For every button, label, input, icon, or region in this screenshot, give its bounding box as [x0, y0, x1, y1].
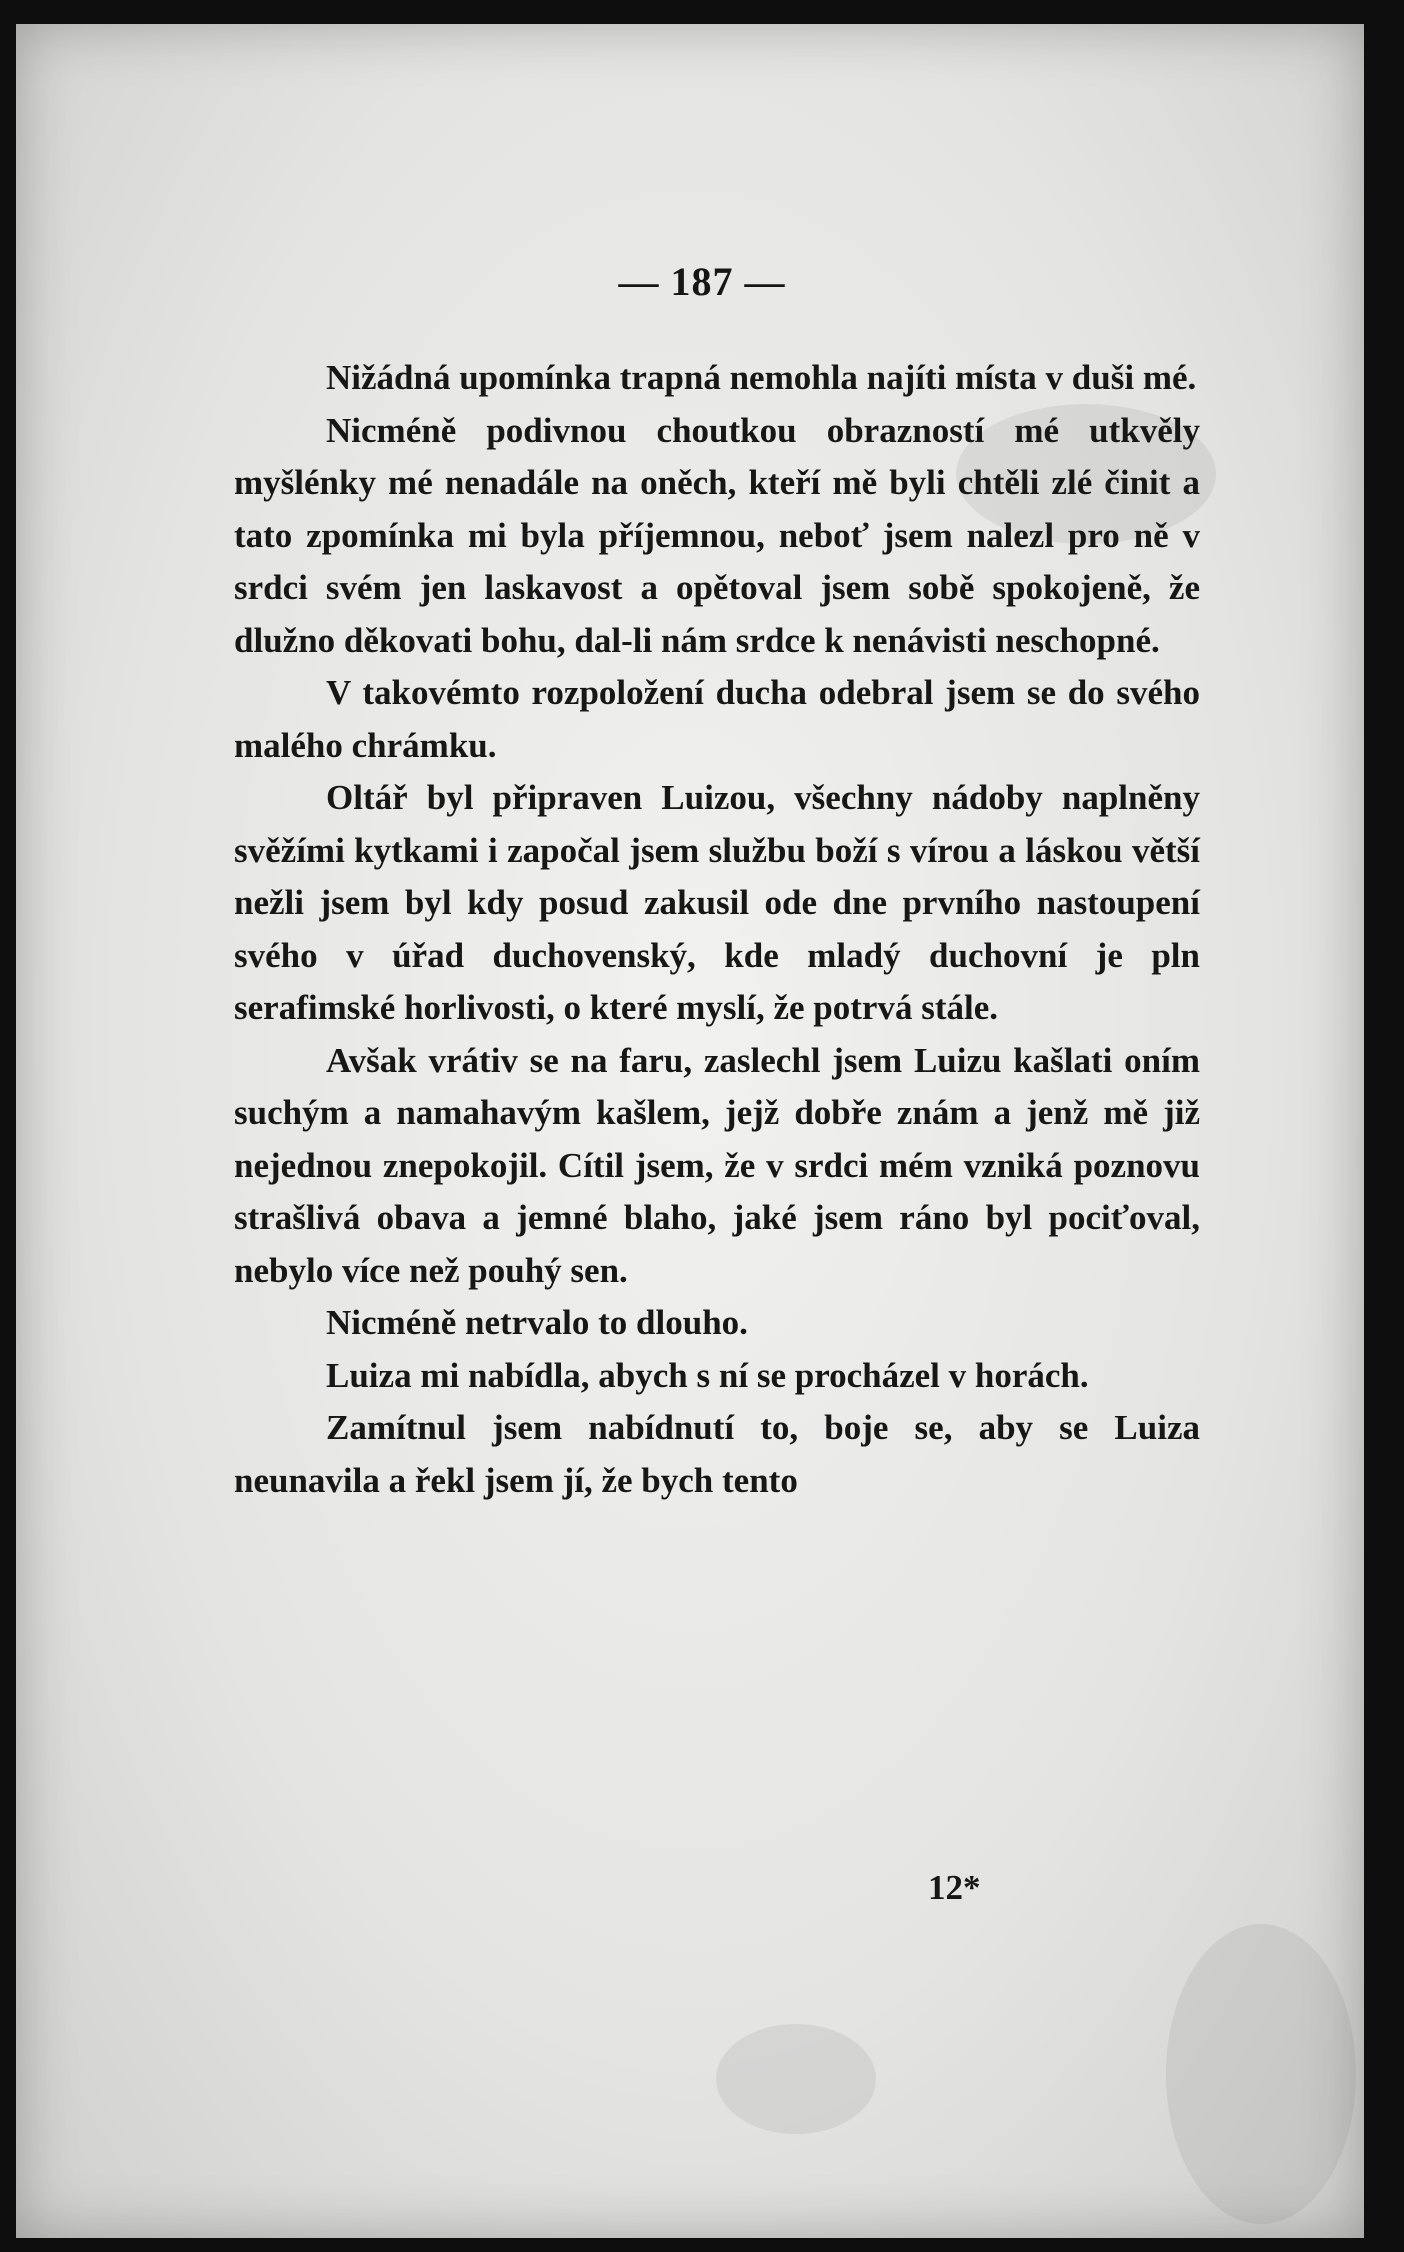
paper-stain	[1166, 1924, 1356, 2224]
paragraph: Nicméně netrvalo to dlouho.	[326, 1303, 748, 1342]
paper-stain	[716, 2024, 876, 2134]
paragraph: Oltář byl připraven Luizou, všechny nádoby naplněny svěžími kytkami i započal jsem službu boží s vírou a láskou větší nežli jsem byl kdy posud zakusil ode dne prvního nastoupení svého v úřad duchovenský, kde mladý duchovní je pln serafimské horlivosti, o které myslí, že potrvá stále.	[234, 778, 1200, 1027]
paragraph: V takovémto rozpoložení ducha odebral jsem se do svého malého chrámku.	[234, 673, 1200, 765]
page-number: — 187 —	[618, 259, 786, 304]
paragraph: Nižádná upomínka trapná nemohla najíti místa v duši mé.	[326, 358, 1197, 397]
paragraph: Luiza mi nabídla, abych s ní se procházel v horách.	[326, 1355, 1089, 1395]
signature-mark: 12*	[928, 1868, 981, 1907]
paragraph: Nicméně podivnou choutkou obrazností mé utkvěly myšlénky mé nenadále na oněch, kteří mě byli chtěli zlé činit a tato zpomínka mi byla příjemnou, neboť jsem nalezl pro ně v srdci svém jen laskavost a opětoval jsem sobě spokojeně, že dlužno děkovati bohu, dal-li nám srdce k nenávisti neschopné.	[234, 410, 1200, 660]
paragraph: Zamítnul jsem nabídnutí to, boje se, aby se Luiza neunavila a řekl jsem jí, že bych tento	[234, 1408, 1200, 1500]
paragraph: Avšak vrátiv se na faru, zaslechl jsem Luizu kašlati oním suchým a namahavým kašlem, jejž dobře znám a jenž mě již nejednou znepokojil. Cítil jsem, že v srdci mém vzniká poznovu strašlivá obava a jemné blaho, jaké jsem ráno byl pociťoval, nebylo více než pouhý sen.	[234, 1040, 1200, 1290]
body-text	[234, 352, 1200, 1507]
